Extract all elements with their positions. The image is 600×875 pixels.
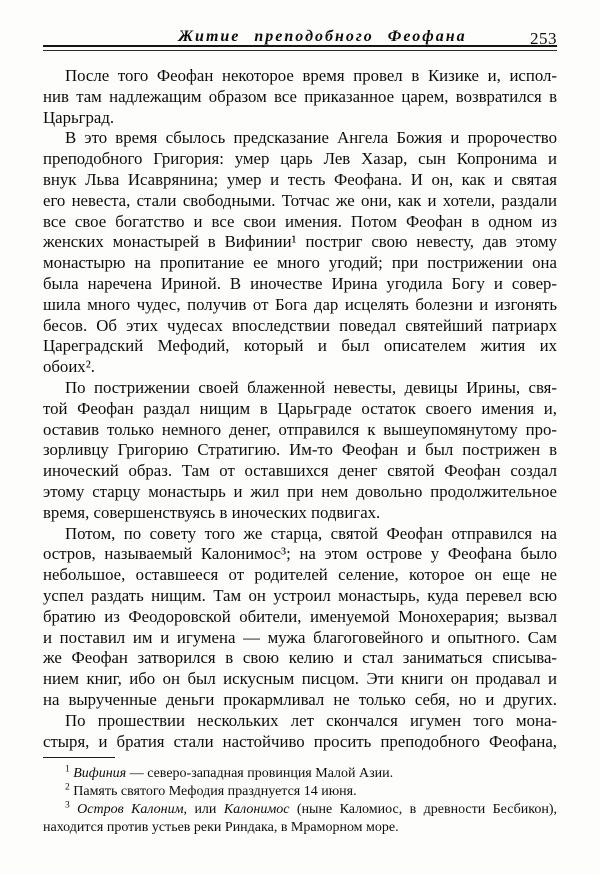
- text-line: женских монастырей в Вифинии¹ постриг свою невесту, дав этому: [43, 232, 557, 252]
- text-line: Цареградский Мефодий, который и был описателем жития их: [43, 336, 557, 356]
- footnote-marker: 3: [65, 800, 70, 811]
- text-line: остров, называемый Калонимос³; на этом острове у Феофана было: [43, 544, 557, 564]
- text-line: на вырученные деньги прокармливал не только себя, но и других.: [43, 689, 557, 709]
- body-text: [43, 66, 557, 752]
- text-line: стыря, и братия стали настойчиво просить преподобного Феофана,: [43, 731, 557, 751]
- page-number: 253: [530, 29, 557, 48]
- footnote: [43, 783, 557, 801]
- text-line: время, совершенствуясь в иноческих подвигах.: [43, 502, 381, 522]
- text-line: По пострижении своей блаженной невесты, девицы Ирины, свя-: [65, 377, 557, 397]
- text-line: зорливцу Григорию Стратигию. Им-то Феофан и был пострижен в: [43, 440, 557, 460]
- footnote-marker: 2: [65, 782, 70, 793]
- text-line: небольшое, оставшееся от родителей селение, которое он еще не: [43, 565, 557, 585]
- footnote-text-segment: — северо-западная провинция Малой Азии.: [126, 766, 394, 781]
- text-line: и поставил им и игумена — мужа благоговейного и опытного. Сам: [43, 627, 557, 647]
- text-line: бесов. Об этих чудесах впоследствии поведал святейший патриарх: [43, 315, 557, 335]
- text-line: Потом, по совету того же старца, святой Феофан отправился на: [65, 523, 557, 543]
- text-line: нием книг, ибо он был искусным писцом. Эти книги он продавал и: [43, 669, 557, 689]
- text-line: иноческий образ. Там от оставшихся денег святой Феофан создал: [43, 461, 557, 481]
- running-title: Житие преподобного Феофана: [178, 28, 467, 45]
- text-line: братию из Феодоровской обители, именуемой Монохерария; вызвал: [43, 606, 557, 626]
- text-line: успел раздать нищим. Там он устроил монастырь, куда перевел всю: [43, 585, 557, 605]
- text-line: По прошествии нескольких лет скончался игумен того мона-: [65, 710, 557, 730]
- text-line: была наречена Ириной. В иночестве Ирина угодила Богу и совер-: [43, 273, 557, 293]
- header-rule: [43, 45, 557, 51]
- footnote-text-segment: Вифиния: [73, 766, 127, 781]
- footnote-text-segment: Калонимос: [223, 802, 290, 817]
- text-line: внук Льва Исаврянина; умер и тесть Феофана. И он, как и святая: [43, 169, 557, 189]
- footnote-text-segment: (ныне Каломиос, в древности Бесбикон), находится против устьев реки Риндака, в Мраморном море.: [43, 802, 557, 835]
- text-line: оставив только немного денег, отправился к вышеупомянутому про-: [43, 419, 557, 439]
- text-line: В это время сбылось предсказание Ангела Божия и пророчество: [65, 128, 557, 148]
- text-line: преподобного Григория: умер царь Лев Хазар, сын Копронима и: [43, 149, 557, 169]
- text-line: обоих².: [43, 357, 95, 377]
- text-line: же Феофан затворился в свою келию и стал заниматься списыва-: [43, 648, 557, 668]
- text-line: той Феофан раздал нищим в Царьграде остаток своего имения и,: [43, 398, 557, 418]
- footnote-separator: [43, 757, 115, 758]
- footnote: [43, 801, 557, 837]
- text-line: все свое богатство и все свои имения. Потом Феофан в одном из: [43, 211, 557, 231]
- text-line: монастырю на пропитание ее много угодий; при пострижении она: [43, 253, 557, 273]
- text-line: шила много чудес, получив от Бога дар исцелять болезни и изгонять: [43, 294, 557, 314]
- footnote: [43, 765, 557, 783]
- text-line: После того Феофан некоторое время провел в Кизике и, испол-: [65, 66, 557, 85]
- footnote-text-segment: Остров Калоним: [77, 802, 184, 817]
- footnote-marker: 1: [65, 764, 70, 775]
- footnotes: [43, 765, 557, 837]
- footnote-text-segment: , или: [183, 802, 224, 817]
- text-line: нив там надлежащим образом все приказанное царем, возвратился в: [43, 86, 557, 106]
- text-line: Царьград.: [43, 107, 115, 127]
- footnote-text-segment: Память святого Мефодия празднуется 14 июня.: [73, 784, 357, 799]
- text-line: его невеста, стали свободными. Тотчас же они, как и хотели, раздали: [43, 190, 557, 210]
- text-line: этому старцу монастырь и жил при нем довольно продолжительное: [43, 481, 557, 501]
